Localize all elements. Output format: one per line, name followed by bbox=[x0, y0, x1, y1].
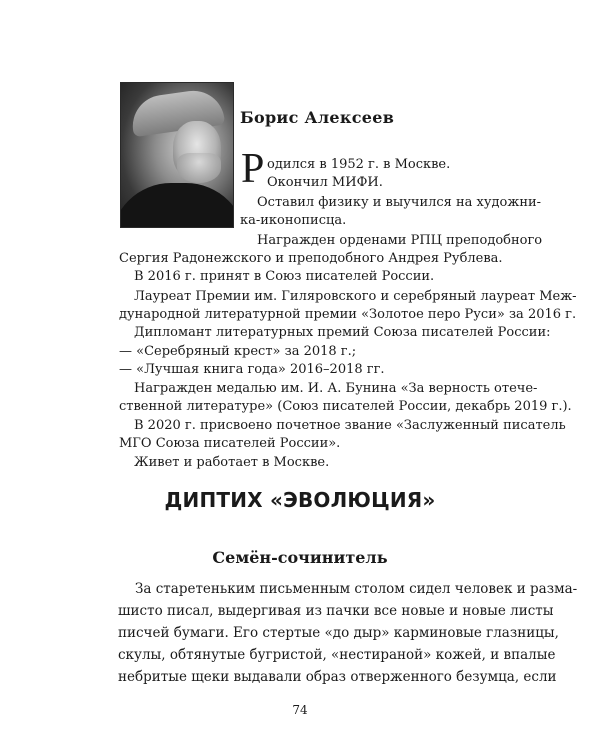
story-line: небритые щеки выдавали образ отверженного безумца, если bbox=[118, 669, 557, 685]
bio-line: дународной литературной премии «Золотое перо Руси» за 2016 г. bbox=[119, 307, 577, 322]
story-line: За старетеньким письменным столом сидел человек и разма- bbox=[135, 581, 578, 597]
bio-line: Окончил МИФИ. bbox=[267, 175, 383, 190]
bio-line: — «Лучшая книга года» 2016–2018 гг. bbox=[119, 362, 385, 377]
bio-line: Сергия Радонежского и преподобного Андрея Рублева. bbox=[119, 251, 503, 266]
bio-line: Лауреат Премии им. Гиляровского и серебряный лауреат Меж- bbox=[134, 289, 577, 304]
bio-line: Живет и работает в Москве. bbox=[134, 455, 330, 470]
story-line: писчей бумаги. Его стертые «до дыр» карминовые глазницы, bbox=[118, 625, 559, 641]
bio-line: ка-иконописца. bbox=[240, 213, 347, 228]
page-number: 74 bbox=[292, 703, 308, 717]
bio-line: В 2016 г. принят в Союз писателей России. bbox=[134, 269, 435, 284]
story-title: Семён-сочинитель bbox=[212, 548, 388, 567]
bio-line: Награжден орденами РПЦ преподобного bbox=[257, 233, 543, 248]
author-photo bbox=[120, 82, 234, 228]
bio-line: ственной литературе» (Союз писателей России, декабрь 2019 г.). bbox=[119, 399, 572, 414]
bio-line: — «Серебряный крест» за 2018 г.; bbox=[119, 344, 357, 359]
bio-line: Награжден медалью им. И. А. Бунина «За верность отече- bbox=[134, 381, 538, 396]
author-name: Борис Алексеев bbox=[240, 108, 395, 127]
bio-line: Дипломант литературных премий Союза писателей России: bbox=[134, 325, 551, 340]
bio-line: одился в 1952 г. в Москве. bbox=[267, 157, 451, 172]
photo-beard bbox=[177, 153, 221, 183]
bio-line: МГО Союза писателей России». bbox=[119, 436, 341, 451]
section-title: ДИПТИХ «ЭВОЛЮЦИЯ» bbox=[164, 488, 436, 512]
bio-line: Оставил физику и выучился на художни- bbox=[257, 195, 542, 210]
story-line: шисто писал, выдергивая из пачки все новые и новые листы bbox=[118, 603, 554, 619]
photo-shoulders bbox=[120, 183, 234, 228]
story-line: скулы, обтянутые бугристой, «нестираной» кожей, и впалые bbox=[118, 647, 556, 663]
bio-line: В 2020 г. присвоено почетное звание «Заслуженный писатель bbox=[134, 418, 566, 433]
drop-cap: Р bbox=[241, 146, 265, 192]
